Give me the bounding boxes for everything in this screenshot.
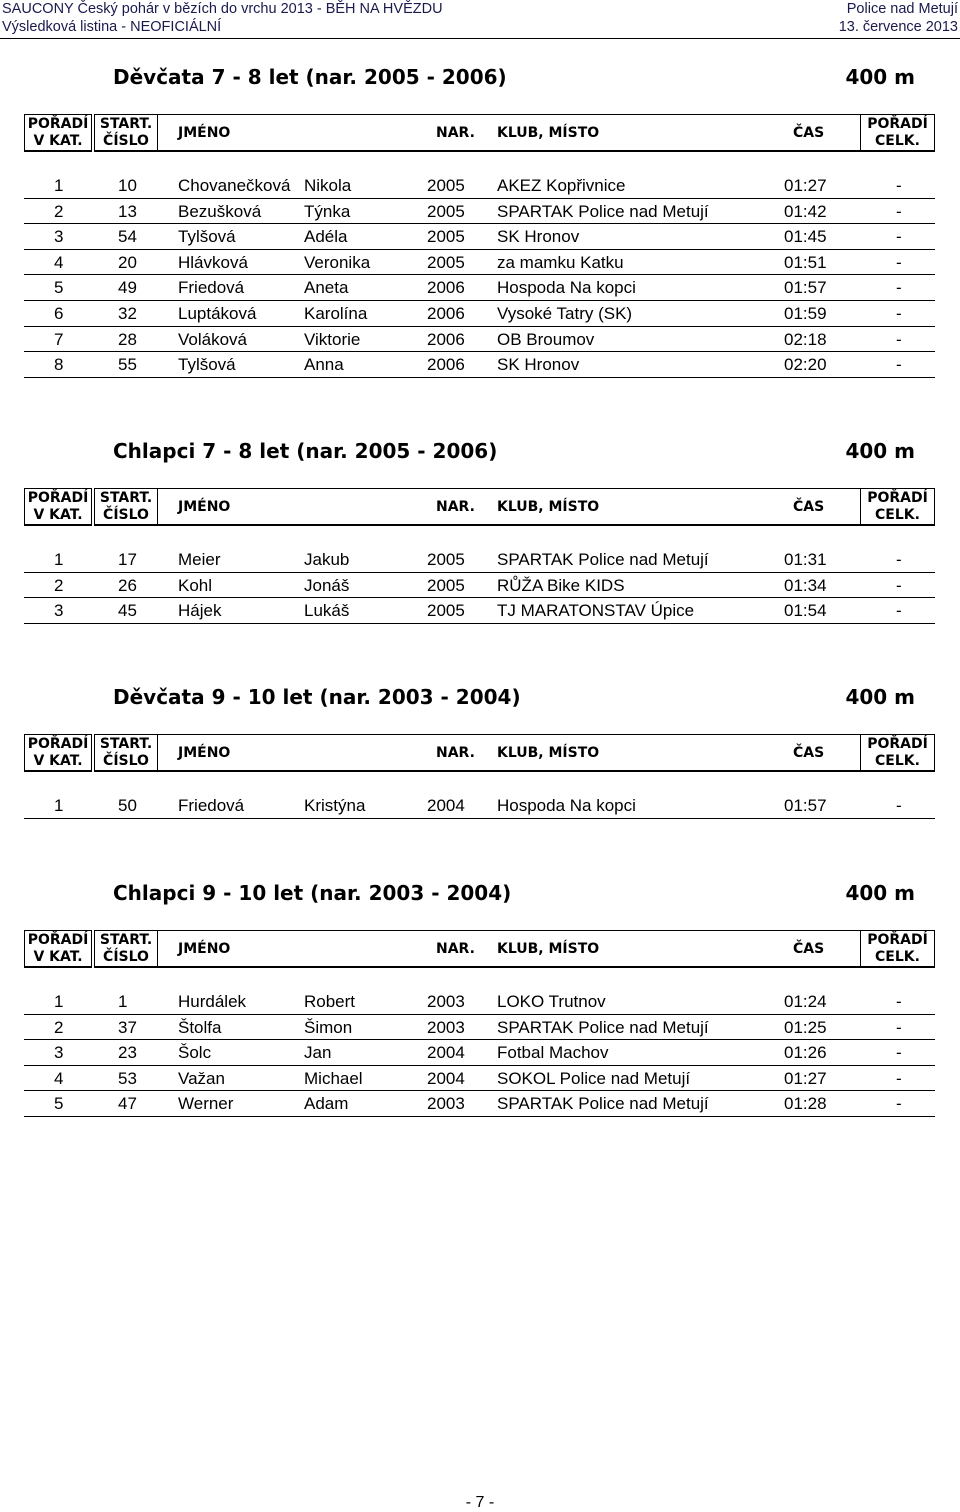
event-date: 13. července 2013 [838,19,958,35]
cell-first-name: Lukáš [304,601,350,621]
cell-birth-year: 2006 [427,303,465,323]
cell-club: RŮŽA Bike KIDS [497,575,625,595]
cell-time: 01:34 [784,575,827,595]
col-header-year: NAR. [436,940,475,957]
table-row [24,989,935,1015]
cell-time: 01:25 [784,1017,827,1037]
col-header-club: KLUB, MÍSTO [497,498,600,515]
cell-birth-year: 2006 [427,278,465,298]
cell-start-number: 47 [118,1094,137,1114]
cell-position: 3 [54,601,64,621]
cell-first-name: Aneta [304,278,349,298]
table-header [24,930,935,968]
cell-start-number: 23 [118,1043,137,1063]
cell-birth-year: 2005 [427,252,465,272]
cell-start-number: 26 [118,575,137,595]
col-header-club: KLUB, MÍSTO [497,744,600,761]
table-row [24,793,935,819]
col-header-year: NAR. [436,744,475,761]
col-header-name: JMÉNO [178,940,231,957]
cell-club: SOKOL Police nad Metují [497,1068,691,1088]
cell-start-number: 20 [118,252,137,272]
cell-birth-year: 2004 [427,796,465,815]
col-header-name: JMÉNO [178,124,231,141]
col-header-club: KLUB, MÍSTO [497,940,600,957]
cell-surname: Hájek [178,601,222,621]
cell-birth-year: 2004 [427,1043,465,1063]
cell-surname: Werner [178,1094,234,1114]
page-number: - 7 - [465,1494,495,1511]
cell-surname: Friedová [178,278,245,298]
cell-time: 01:27 [784,1068,827,1088]
cell-surname: Hlávková [178,252,248,272]
cell-overall-position: - [896,227,902,247]
cell-time: 01:57 [784,278,827,298]
table-row [24,275,935,301]
cell-club: Fotbal Machov [497,1043,609,1063]
cell-first-name: Adéla [304,227,348,247]
cell-time: 01:26 [784,1043,827,1063]
cell-birth-year: 2003 [427,1094,465,1114]
cell-first-name: Robert [304,992,356,1011]
cell-first-name: Nikola [304,176,352,195]
cell-overall-position: - [896,355,902,375]
table-row [24,1040,935,1066]
cell-overall-position: - [896,1068,902,1088]
category-title: Chlapci 9 - 10 let (nar. 2003 - 2004) [113,881,512,905]
cell-overall-position: - [896,796,902,815]
cell-surname: Luptáková [178,303,257,323]
cell-club: OB Broumov [497,329,595,349]
cell-first-name: Týnka [304,201,351,221]
cell-position: 8 [54,355,64,375]
cell-time: 01:54 [784,601,827,621]
cell-surname: Hurdálek [178,992,247,1011]
cell-surname: Šolc [178,1043,212,1063]
cell-surname: Važan [178,1068,225,1088]
cell-birth-year: 2005 [427,201,465,221]
cell-club: za mamku Katku [497,252,624,272]
cell-overall-position: - [896,303,902,323]
col-header-position-total: POŘADÍ CELK. [860,930,935,968]
cell-first-name: Jan [304,1043,332,1063]
cell-time: 02:18 [784,329,827,349]
cell-time: 01:28 [784,1094,827,1114]
cell-birth-year: 2005 [427,601,465,621]
cell-first-name: Kristýna [304,796,366,815]
cell-position: 1 [54,992,64,1011]
cell-surname: Meier [178,550,221,569]
category-title: Děvčata 7 - 8 let (nar. 2005 - 2006) [113,65,507,89]
cell-birth-year: 2006 [427,329,465,349]
cell-overall-position: - [896,601,902,621]
cell-time: 01:42 [784,201,827,221]
table-header [24,734,935,772]
cell-club: SPARTAK Police nad Metují [497,201,709,221]
cell-birth-year: 2005 [427,575,465,595]
table-row [24,173,935,199]
cell-position: 4 [54,1068,64,1088]
col-header-position-total: POŘADÍ CELK. [860,734,935,772]
cell-surname: Kohl [178,575,213,595]
cell-birth-year: 2005 [427,550,465,569]
table-row [24,547,935,573]
cell-club: SPARTAK Police nad Metují [497,1017,709,1037]
cell-first-name: Anna [304,355,344,375]
result-rows [24,173,935,378]
cell-start-number: 10 [118,176,137,195]
cell-overall-position: - [896,201,902,221]
cell-position: 3 [54,227,64,247]
cell-overall-position: - [896,252,902,272]
event-title: SAUCONY Český pohár v bězích do vrchu 2013 - BĚH NA HVĚZDU [2,1,443,17]
cell-surname: Tylšová [178,355,236,375]
table-row [24,327,935,353]
cell-position: 1 [54,796,64,815]
col-header-start-number: START. ČÍSLO [94,488,158,526]
cell-birth-year: 2003 [427,1017,465,1037]
cell-position: 5 [54,278,64,298]
cell-surname: Tylšová [178,227,236,247]
cell-position: 3 [54,1043,64,1063]
cell-club: SPARTAK Police nad Metují [497,1094,709,1114]
cell-time: 02:20 [784,355,827,375]
cell-overall-position: - [896,575,902,595]
cell-start-number: 1 [118,992,128,1011]
cell-time: 01:59 [784,303,827,323]
cell-time: 01:27 [784,176,827,195]
cell-club: Hospoda Na kopci [497,278,636,298]
cell-start-number: 45 [118,601,137,621]
cell-position: 2 [54,575,64,595]
cell-club: TJ MARATONSTAV Úpice [497,601,695,621]
cell-first-name: Karolína [304,303,368,323]
cell-club: LOKO Trutnov [497,992,606,1011]
cell-birth-year: 2006 [427,355,465,375]
cell-start-number: 32 [118,303,137,323]
cell-position: 5 [54,1094,64,1114]
cell-time: 01:57 [784,796,827,815]
col-header-name: JMÉNO [178,744,231,761]
cell-position: 2 [54,201,64,221]
table-row [24,1066,935,1092]
cell-time: 01:31 [784,550,827,569]
event-location: Police nad Metují [846,1,958,17]
cell-time: 01:45 [784,227,827,247]
cell-overall-position: - [896,550,902,569]
table-row [24,352,935,378]
cell-start-number: 13 [118,201,137,221]
cell-start-number: 53 [118,1068,137,1088]
table-header [24,488,935,526]
result-rows [24,547,935,624]
cell-overall-position: - [896,1094,902,1114]
category-title: Chlapci 7 - 8 let (nar. 2005 - 2006) [113,439,498,463]
col-header-name: JMÉNO [178,498,231,515]
cell-birth-year: 2004 [427,1068,465,1088]
cell-club: Vysoké Tatry (SK) [497,303,633,323]
cell-surname: Friedová [178,796,245,815]
col-header-position-category: POŘADÍ V KAT. [24,930,92,968]
category-title: Děvčata 9 - 10 let (nar. 2003 - 2004) [113,685,521,709]
cell-position: 1 [54,550,64,569]
table-row [24,573,935,599]
cell-start-number: 28 [118,329,137,349]
header-divider [0,38,960,39]
result-rows [24,989,935,1117]
result-rows [24,793,935,819]
table-row [24,224,935,250]
cell-club: Hospoda Na kopci [497,796,636,815]
cell-overall-position: - [896,1017,902,1037]
category-distance: 400 m [845,685,915,709]
cell-surname: Štolfa [178,1017,222,1037]
cell-position: 6 [54,303,64,323]
cell-surname: Voláková [178,329,247,349]
cell-surname: Chovanečková [178,176,291,195]
col-header-year: NAR. [436,124,475,141]
col-header-club: KLUB, MÍSTO [497,124,600,141]
cell-overall-position: - [896,992,902,1011]
cell-position: 2 [54,1017,64,1037]
table-row [24,1091,935,1117]
col-header-start-number: START. ČÍSLO [94,734,158,772]
cell-start-number: 49 [118,278,137,298]
cell-start-number: 37 [118,1017,137,1037]
cell-first-name: Michael [304,1068,363,1088]
col-header-position-category: POŘADÍ V KAT. [24,114,92,152]
col-header-start-number: START. ČÍSLO [94,930,158,968]
cell-first-name: Jonáš [304,575,350,595]
cell-first-name: Jakub [304,550,350,569]
results-list-label: Výsledková listina - NEOFICIÁLNÍ [2,19,222,35]
cell-first-name: Adam [304,1094,349,1114]
col-header-position-total: POŘADÍ CELK. [860,488,935,526]
cell-first-name: Šimon [304,1017,353,1037]
cell-birth-year: 2005 [427,227,465,247]
cell-start-number: 55 [118,355,137,375]
cell-first-name: Veronika [304,252,371,272]
cell-start-number: 50 [118,796,137,815]
cell-surname: Bezušková [178,201,262,221]
col-header-year: NAR. [436,498,475,515]
table-row [24,199,935,225]
table-row [24,250,935,276]
table-row [24,301,935,327]
col-header-time: ČAS [793,940,825,957]
cell-time: 01:51 [784,252,827,272]
col-header-time: ČAS [793,744,825,761]
cell-first-name: Viktorie [304,329,361,349]
cell-overall-position: - [896,1043,902,1063]
cell-birth-year: 2005 [427,176,465,195]
cell-overall-position: - [896,278,902,298]
cell-position: 4 [54,252,64,272]
cell-birth-year: 2003 [427,992,465,1011]
cell-start-number: 17 [118,550,137,569]
cell-club: AKEZ Kopřivnice [497,176,626,195]
category-distance: 400 m [845,881,915,905]
col-header-band [158,930,862,968]
cell-club: SK Hronov [497,355,580,375]
col-header-position-total: POŘADÍ CELK. [860,114,935,152]
cell-position: 7 [54,329,64,349]
col-header-band [158,734,862,772]
cell-position: 1 [54,176,64,195]
col-header-start-number: START. ČÍSLO [94,114,158,152]
col-header-position-category: POŘADÍ V KAT. [24,488,92,526]
col-header-band [158,114,862,152]
cell-start-number: 54 [118,227,137,247]
cell-club: SK Hronov [497,227,580,247]
table-header [24,114,935,152]
table-row [24,598,935,624]
col-header-time: ČAS [793,124,825,141]
col-header-time: ČAS [793,498,825,515]
cell-time: 01:24 [784,992,827,1011]
category-distance: 400 m [845,65,915,89]
cell-club: SPARTAK Police nad Metují [497,550,709,569]
col-header-position-category: POŘADÍ V KAT. [24,734,92,772]
col-header-band [158,488,862,526]
cell-overall-position: - [896,176,902,195]
category-distance: 400 m [845,439,915,463]
cell-overall-position: - [896,329,902,349]
table-row [24,1015,935,1041]
